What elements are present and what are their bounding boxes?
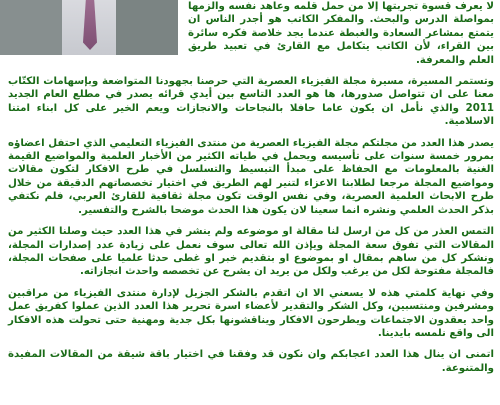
- paragraph-apology: التمس العذر من كل من ارسل لنا مقالة او موضوعه ولم ينشر في هذا العدد حيث وصلنا الكثير من المقالات التي تفوق سعة المجلة ويإذن الله تعالى سوف نعمل على زيادة عدد إصدارات المجلة، ونشكر كل من ساهم بمقال او بموضوع او بتقديم خبر او غطى حدثا علميا على صفحات المجلة، فالمجلة مفتوحة لكل من يرغب ولكل من يريد ان يشرح عن تخصصه واحدث انجازاته.: [8, 226, 494, 278]
- paragraph-forum: يصدر هذا العدد من مجلتكم مجلة الفيزياء العصرية من منتدى الفيزياء التعليمي الذي احتفل اعضاؤه بمرور خمسة سنوات على تأسيسه ويحمل في طياته الكثير من الأخبار العلمية والمواضيع القيمة الغنية بالمعلومات مع الحفاظ على مبدأ التبسيط والتسلسل في طرح الافكار لتكون مقالات ومواضيع المجلة مرجعا لطلابنا الاعزاء لتنير لهم الطريق في اختيار تخصصاتهم الدقيقة من خلال طرح الابحاث العلمية العصرية، وفي نفس الوقت تكون مجلة ثقافية للقارئ العربي، فلم نكتفي بذكر الحدث العلمي ونشره انما سعينا لان يكون هذا الحدث موضحا بالشرح والتفسير.: [8, 137, 494, 216]
- paragraph-closing: اتمنى ان ينال هذا العدد اعجابكم وان نكون قد وفقنا في اختيار باقة شيقة من المقالات المفيدة والمتنوعة.: [8, 349, 494, 374]
- paragraph-issue-nine: وتستمر المسيرة، مسيرة مجلة الفيزياء العصرية التي حرصنا بجهودنا المتواضعة وبإسهامات الكتّاب معنا على ان تتواصل صدورها، ها هو العدد التاسع بين أيدي قرائه يصدر في مطلع العام الجديد 2011 والذي نأمل ان يكون عاما حافلا بالنجاحات والانجازات ويعم الخير على كل ابناء امتنا الاسلامية.: [8, 76, 494, 128]
- paragraph-thanks: وفي نهاية كلمتي هذه لا يسعني الا ان اتقدم بالشكر الجزيل لإدارة منتدى الفيزياء من مراقبين ومشرفين ومنتسبين، وكل الشكر والتقدير لأعضاء اسرة تحرير هذا العدد الذين عملوا كفريق عمل واحد يعقدون الاجتماعات ويطرحون الافكار ويناقشونها بكل جدية ومهنية حتى تحولت هذه الافكار الى واقع نلمسه بايدينا.: [8, 287, 494, 339]
- paragraph-intro: لا يعرف قسوة تجربتها إلا من حمل قلمه وعاهد نفسه والزمها بمواصلة الدرس والبحث. والمفكر الكاتب هو أجدر الناس ان يتمتع بمشاعر السعادة والغبطة عندما يجد خلاصة فكره سائرة بين القراء، لأن الكاتب يتكامل مع القارئ في تعبيد طريق العلم والمعرفة.: [188, 1, 494, 66]
- editorial-text: [8, 0, 494, 383]
